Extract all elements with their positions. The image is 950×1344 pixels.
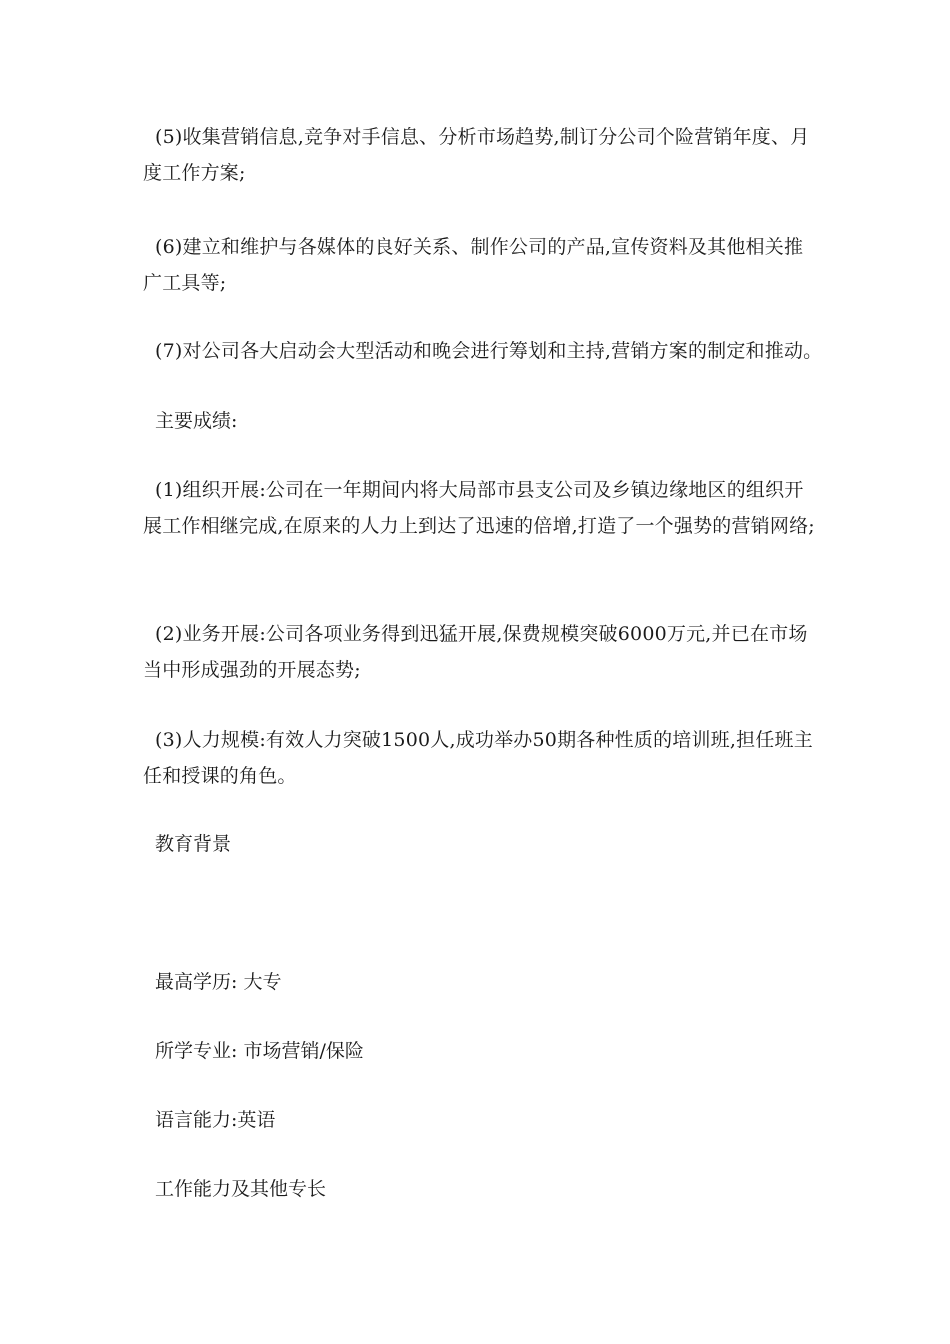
paragraph-6: (6)建立和维护与各媒体的良好关系、制作公司的产品,宣传资料及其他相关推广工具等; xyxy=(143,236,804,294)
education-language: 语言能力:英语 xyxy=(155,1109,276,1131)
achievement-1: (1)组织开展:公司在一年期间内将大局部市县支公司及乡镇边缘地区的组织开展工作相继完成,在原来的人力上到达了迅速的倍增,打造了一个强势的营销网络; xyxy=(143,479,815,537)
achievements-heading: 主要成绩: xyxy=(155,410,238,432)
paragraph-5: (5)收集营销信息,竞争对手信息、分析市场趋势,制订分公司个险营销年度、月度工作方案; xyxy=(143,126,810,184)
skills-heading: 工作能力及其他专长 xyxy=(155,1178,327,1200)
education-major: 所学专业: 市场营销/保险 xyxy=(155,1040,364,1062)
education-heading: 教育背景 xyxy=(155,833,232,855)
achievement-2: (2)业务开展:公司各项业务得到迅猛开展,保费规模突破6000万元,并已在市场当中形成强劲的开展态势; xyxy=(143,623,808,681)
achievement-3: (3)人力规模:有效人力突破1500人,成功举办50期各种性质的培训班,担任班主任和授课的角色。 xyxy=(143,729,813,787)
document-page xyxy=(143,0,823,1344)
education-degree: 最高学历: 大专 xyxy=(155,971,282,993)
paragraph-7: (7)对公司各大启动会大型活动和晚会进行筹划和主持,营销方案的制定和推动。 xyxy=(155,340,823,362)
